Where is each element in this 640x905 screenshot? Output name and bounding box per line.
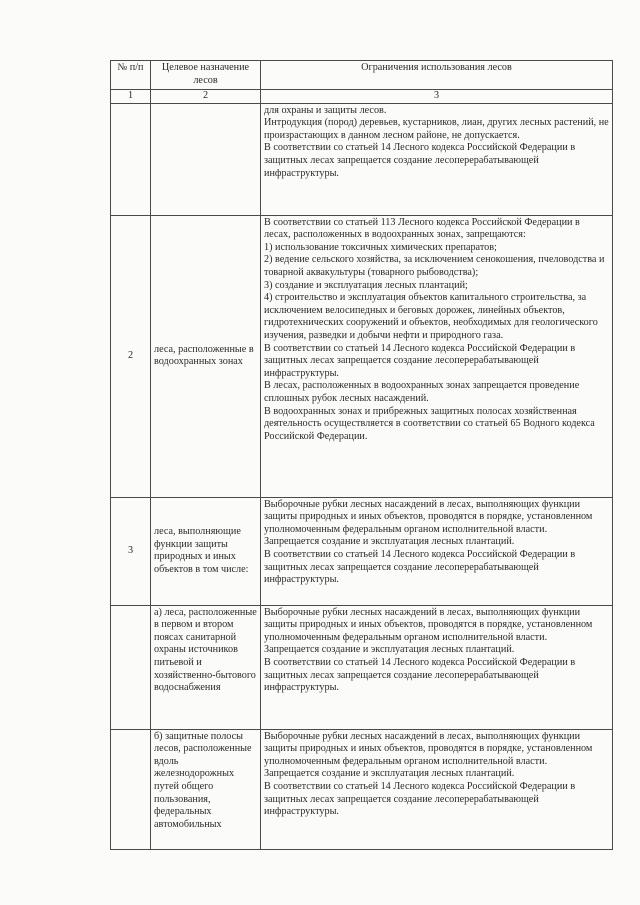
restriction-text: Интродукция (пород) деревьев, кустарников, лиан, других лесных растений, не произрастающих в данном лесном районе, не допускается. [264,117,609,141]
restriction-text: 3) создание и эксплуатация лесных плантаций; [264,279,468,291]
restriction-text: В соответствии со статьей 14 Лесного кодекса Российской Федерации в защитных лесах запрещается создание лесоперерабатывающей инфраструктуры. [264,142,576,179]
row-restrictions [261,729,613,849]
row-restrictions [261,103,613,215]
table-row [111,497,613,605]
header-number: № п/п [111,61,151,90]
restriction-text: 2) ведение сельского хозяйства, за исключением сенокошения, пчеловодства и товарной аквакультуры (товарного рыбоводства); [264,254,605,278]
row-purpose [151,103,261,215]
restriction-text: В водоохранных зонах и прибрежных защитных полосах хозяйственная деятельность осуществляется в соответствии со статьей 65 Водного кодекса Российской Федерации. [264,405,595,442]
restriction-text: 1) использование токсичных химических препаратов; [264,241,497,253]
restriction-text: Выборочные рубки лесных насаждений в лесах, выполняющих функции защиты природных и иных объектов, проводятся в порядке, установленном уполномоченным федеральным органом исполнительной власти. [264,730,593,767]
row-number: 2 [111,215,151,497]
restriction-text: В соответствии со статьей 113 Лесного кодекса Российской Федерации в лесах, расположенных в водоохранных зонах, запрещаются: [264,216,580,241]
table-header-row [111,61,613,90]
forest-restrictions-table [110,60,613,850]
row-purpose: леса, расположенные в водоохранных зонах [151,215,261,497]
row-purpose: леса, выполняющие функции защиты природных и иных объектов в том числе: [151,497,261,605]
table-row [111,605,613,729]
header-restrictions: Ограничения использования лесов [261,61,613,90]
restriction-text: В лесах, расположенных в водоохранных зонах запрещается проведение сплошных рубок лесных насаждений. [264,380,580,404]
row-restrictions [261,497,613,605]
column-number: 1 [111,90,151,104]
restriction-text: Запрещается создание и эксплуатация лесных плантаций. [264,644,515,656]
restriction-text: В соответствии со статьей 14 Лесного кодекса Российской Федерации в защитных лесах запрещается создание лесоперерабатывающей инфраструктуры. [264,548,576,586]
table-row [111,215,613,497]
column-number: 2 [151,90,261,104]
restriction-text: 4) строительство и эксплуатация объектов капитального строительства, за исключением велосипедных и беговых дорожек, линейных объектов, гидротехнических сооружений и объектов, необходимых для геологического изучения, разведки и добычи нефти и природного газа. [264,292,598,341]
row-number [111,729,151,849]
restriction-text: В соответствии со статьей 14 Лесного кодекса Российской Федерации в защитных лесах запрещается создание лесоперерабатывающей инфраструктуры. [264,656,576,694]
row-purpose: а) леса, расположенные в первом и втором поясах санитарной охраны источников питьевой и хозяйственно-бытового водоснабжения [151,605,261,729]
row-restrictions [261,215,613,497]
restriction-text: Запрещается создание и эксплуатация лесных плантаций. [264,536,515,548]
restriction-text: для охраны и защиты лесов. [264,104,387,116]
restriction-text: Выборочные рубки лесных насаждений в лесах, выполняющих функции защиты природных и иных объектов, проводятся в порядке, установленном уполномоченным федеральным органом исполнительной власти. [264,606,593,643]
header-purpose: Целевое назначение лесов [151,61,261,90]
restriction-text: В соответствии со статьей 14 Лесного кодекса Российской Федерации в защитных лесах запрещается создание лесоперерабатывающей инфраструктуры. [264,780,576,818]
row-restrictions [261,605,613,729]
row-number: 3 [111,497,151,605]
restriction-text: Выборочные рубки лесных насаждений в лесах, выполняющих функции защиты природных и иных объектов, проводятся в порядке, установленном уполномоченным федеральным органом исполнительной власти. [264,498,593,535]
table-row [111,103,613,215]
table-row [111,729,613,849]
column-number-row [111,90,613,104]
restriction-text: В соответствии со статьей 14 Лесного кодекса Российской Федерации в защитных лесах запрещается создание лесоперерабатывающей инфраструктуры. [264,342,576,379]
row-number [111,605,151,729]
row-number [111,103,151,215]
column-number: 3 [261,90,613,104]
restriction-text: Запрещается создание и эксплуатация лесных плантаций. [264,768,515,780]
row-purpose: б) защитные полосы лесов, расположенные вдоль железнодорожных путей общего пользования, федеральных автомобильных [151,729,261,849]
